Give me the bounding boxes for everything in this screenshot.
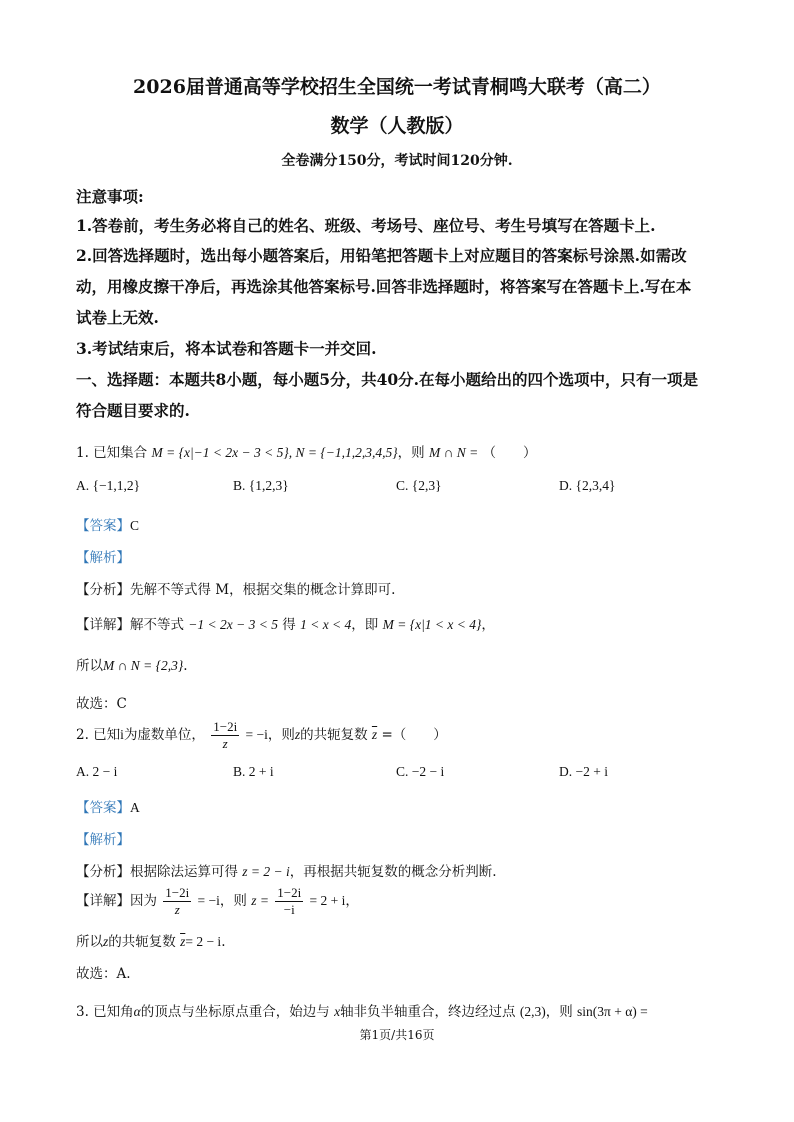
- question-2-fenxi: 【分析】根据除法运算可得 z = 2 − i，再根据共轭复数的概念分析判断.: [76, 864, 497, 880]
- notice-item-1: 1.答卷前，考生务必将自己的姓名、班级、考场号、座位号、考生号填写在答题卡上.: [76, 216, 656, 235]
- question-1-sets: M = {x|−1 < 2x − 3 < 5}, N = {−1,1,2,3,4,5}: [151, 445, 398, 460]
- question-2-conclusion: 所以z的共轭复数 $\overline{z}= 2 - i$.: [76, 934, 226, 950]
- question-1-expression: M ∩ N =: [428, 445, 479, 460]
- question-2-stem: 2. 已知i为虚数单位， $\frac{1-2i}{z}$ = −i，则z的共轭复数 $\overline{z}$ =（ ）: [76, 719, 447, 751]
- question-2-option-b: B. 2 + i: [233, 764, 274, 779]
- notice-item-3: 3.考试结束后，将本试卷和答题卡一并交回.: [76, 339, 377, 358]
- question-1-option-a: A. {−1,1,2}: [76, 478, 141, 493]
- question-1-option-c: C. {2,3}: [396, 478, 442, 493]
- question-1-fenxi: 【分析】先解不等式得 M，根据交集的概念计算即可.: [76, 582, 396, 598]
- question-2-detail: 【详解】因为 $\frac{1-2i}{z}$ = −i，则 z = $\frac{1-2i}{-i}$ = 2 + i，: [76, 885, 359, 917]
- exam-info: 全卷满分150分，考试时间120分钟.: [281, 153, 513, 169]
- section-1-line-1: 一、选择题：本题共8小题，每小题5分，共40分.在每小题给出的四个选项中，只有一项是: [76, 370, 699, 389]
- question-2-analysis-tag: 【解析】: [76, 832, 130, 848]
- exam-title: 2026届普通高等学校招生全国统一考试青桐鸣大联考（高二）: [133, 76, 661, 98]
- question-3-stem: 3. 已知角α的顶点与坐标原点重合，始边与 x轴非负半轴重合，终边经过点 (2,3)，则 sin(3π + α) =: [76, 1004, 648, 1020]
- page-number: 第1页/共16页: [359, 1028, 435, 1042]
- question-2-answer: 【答案】A: [76, 800, 140, 816]
- question-2-choice: 故选：A.: [76, 966, 131, 982]
- question-1-answer: 【答案】C: [76, 518, 140, 534]
- question-2-option-d: D. −2 + i: [559, 764, 608, 779]
- question-1-analysis-tag: 【解析】: [76, 550, 130, 566]
- question-1-stem: 1. 已知集合 M = {x|−1 < 2x − 3 < 5}, N = {−1,1,2,3,4,5}，则 M ∩ N = （ ）: [76, 445, 537, 461]
- conjugate-z: $\overline{z}$: [371, 727, 378, 742]
- notice-item-2-line-2: 动，用橡皮擦干净后，再选涂其他答案标号.回答非选择题时，将答案写在答题卡上.写在本: [76, 277, 692, 296]
- answer-tag: 【答案】: [76, 518, 130, 534]
- notice-item-2-line-3: 试卷上无效.: [76, 308, 159, 327]
- notice-heading: 注意事项:: [76, 187, 144, 206]
- notice-item-2-line-1: 2.回答选择题时，选出每小题答案后，用铅笔把答题卡上对应题目的答案标号涂黑.如需改: [76, 246, 687, 265]
- question-2-fraction: $\frac{1-2i}{z}$: [213, 719, 238, 751]
- question-1-option-b: B. {1,2,3}: [233, 478, 289, 493]
- question-1-detail: 【详解】解不等式 −1 < 2x − 3 < 5 得 1 < x < 4，即 M = {x|1 < x < 4}，: [76, 617, 495, 633]
- exam-subtitle: 数学（人教版）: [330, 115, 464, 137]
- question-2-option-c: C. −2 − i: [396, 764, 445, 779]
- question-2-option-a: A. 2 − i: [76, 764, 118, 779]
- section-1-line-2: 符合题目要求的.: [76, 401, 190, 420]
- question-1-conclusion: 所以M ∩ N = {2,3}.: [76, 658, 188, 674]
- question-1-choice: 故选：C: [76, 696, 127, 712]
- question-1-option-d: D. {2,3,4}: [559, 478, 616, 493]
